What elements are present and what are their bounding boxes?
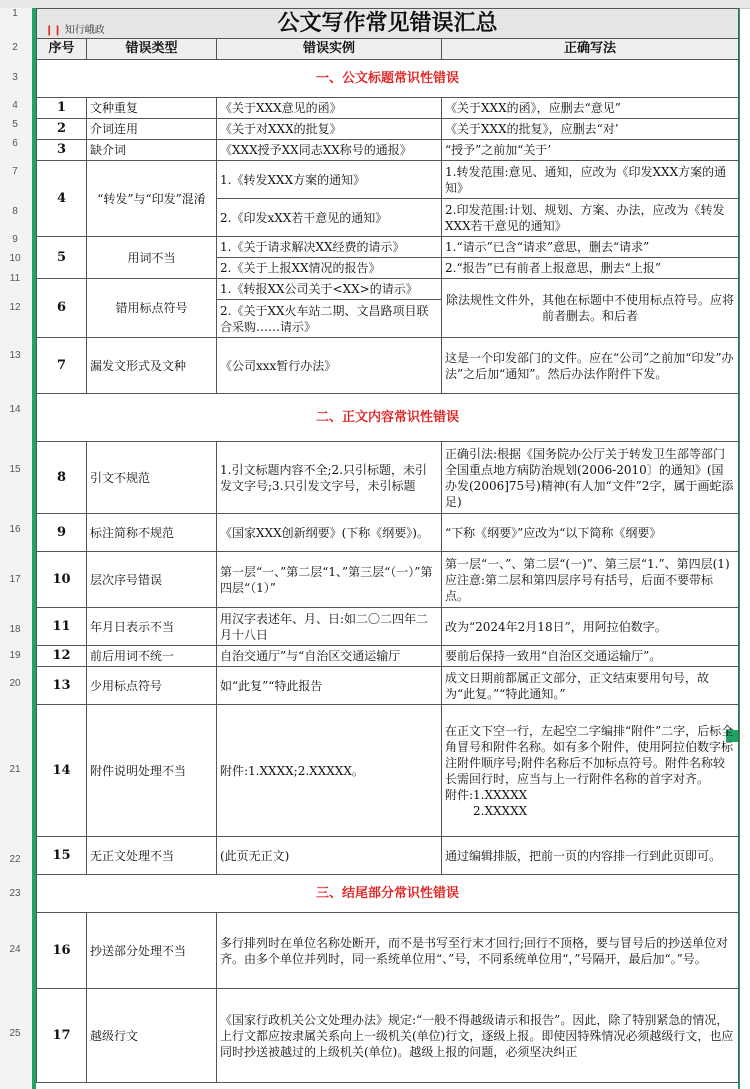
cell-type[interactable]: 附件说明处理不当	[87, 705, 217, 837]
cell-index[interactable]: 13	[37, 667, 87, 705]
row-number[interactable]: 15	[9, 464, 21, 475]
cell-index[interactable]: 14	[37, 705, 87, 837]
table-row	[37, 98, 739, 119]
table-row	[37, 552, 739, 608]
row-number[interactable]: 1	[12, 8, 18, 19]
cell-type[interactable]: 层次序号错误	[87, 552, 217, 608]
cell-example[interactable]: 1.引文标题内容不全;2.只引标题，未引发文字号;3.只引发文字号，未引标题	[217, 442, 442, 514]
cell-index[interactable]: 1	[37, 98, 87, 119]
cell-index[interactable]: 12	[37, 646, 87, 667]
cell-index[interactable]: 15	[37, 837, 87, 875]
cell-index[interactable]: 10	[37, 552, 87, 608]
logo	[45, 23, 105, 39]
cell-index[interactable]: 4	[37, 161, 87, 237]
cell-index[interactable]: 6	[37, 279, 87, 338]
cell-type[interactable]: 越级行文	[87, 989, 217, 1083]
cell-example[interactable]: 2.《关于上报XX情况的报告》	[217, 258, 442, 279]
cell-type[interactable]: 缺介词	[87, 140, 217, 161]
table-row	[37, 667, 739, 705]
header-index[interactable]: 序号	[37, 39, 87, 60]
row-number[interactable]: 8	[12, 206, 18, 217]
cell-index[interactable]: 2	[37, 119, 87, 140]
cell-correct[interactable]: 《关于XXX的函》，应删去“意见”	[442, 98, 739, 119]
table-row	[37, 705, 739, 837]
row-number[interactable]: 23	[9, 888, 21, 899]
row-number-gutter	[0, 8, 33, 1089]
cell-correct[interactable]: 这是一个印发部门的文件。应在“公司”之前加“印发”办法”之后加“通知”。然后办法作附件下发。	[442, 338, 739, 394]
cell-example[interactable]: 《XXX授予XX同志XX称号的通报》	[217, 140, 442, 161]
cell-example[interactable]: 用汉字表述年、月、日:如二〇二四年二月十八日	[217, 608, 442, 646]
title-cell[interactable]	[37, 9, 739, 39]
cell-example[interactable]: 附件:1.XXXX;2.XXXXX。	[217, 705, 442, 837]
table-row	[37, 989, 739, 1083]
cell-index[interactable]: 17	[37, 989, 87, 1083]
cell-correct[interactable]: 成文日期前都属正文部分，正文结束要用句号，故为“此复。”“特此通知。”	[442, 667, 739, 705]
cell-index[interactable]: 7	[37, 338, 87, 394]
header-correct-form[interactable]: 正确写法	[442, 39, 739, 60]
table-row	[37, 279, 739, 300]
cell-type[interactable]: 抄送部分处理不当	[87, 913, 217, 989]
error-summary-table	[36, 8, 739, 1083]
section-title[interactable]: 三、结尾部分常识性错误	[37, 875, 739, 913]
cell-index[interactable]: 3	[37, 140, 87, 161]
row-number[interactable]: 3	[12, 72, 18, 83]
cell-index[interactable]: 9	[37, 514, 87, 552]
cell-correct[interactable]: 除法规性文件外，其他在标题中不使用标点符号。应将前者删去。和后者	[442, 279, 739, 338]
table-row	[37, 646, 739, 667]
cell-correct[interactable]: 第一层“一、”、第二层“(一)”、第三层“1.”、第四层(1)应注意:第二层和第四层序号有括号，后面不要带标点。	[442, 552, 739, 608]
cell-type[interactable]: 引文不规范	[87, 442, 217, 514]
attachment-rule-text: 在正文下空一行，左起空二字编排“附件”二字，后标全角冒号和附件名称。如有多个附件，使用阿拉伯数字标注附件顺序号;附件名称后不加标点符号。附件名称较长需回行时，应当与上一行附件名称的首字对齐。	[445, 723, 734, 786]
table-row	[37, 514, 739, 552]
page-title: 公文写作常见错误汇总	[277, 10, 498, 36]
row-number[interactable]: 17	[9, 574, 21, 585]
logo-bars-icon: ❙❙	[45, 25, 62, 36]
cell-example[interactable]: 2.《印发xXX若干意见的通知》	[217, 199, 442, 237]
spreadsheet	[36, 8, 740, 1083]
cell-type[interactable]: 少用标点符号	[87, 667, 217, 705]
header-error-example[interactable]: 错误实例	[217, 39, 442, 60]
cell-example[interactable]: 《关于对XXX的批复》	[217, 119, 442, 140]
table-row	[37, 913, 739, 989]
cell-correct[interactable]: 要前后保持一致用“自治区交通运输厅”。	[442, 646, 739, 667]
cell-correct[interactable]: 1.“请示”已含“请求”意思，删去“请求”	[442, 237, 739, 258]
logo-text: 知行峨政	[64, 25, 105, 36]
row-number[interactable]: 24	[9, 944, 21, 955]
attachment-example-1: 附件:1.XXXXX	[445, 787, 528, 802]
row-number[interactable]: 5	[12, 119, 18, 130]
attachment-example-2: 2.XXXXX	[473, 803, 528, 818]
section-title[interactable]: 二、正文内容常识性错误	[37, 394, 739, 442]
cell-correct[interactable]: 1.转发范围:意见、通知，应改为《印发XXX方案的通知》	[442, 161, 739, 199]
row-number[interactable]: 25	[9, 1028, 21, 1039]
cell-type[interactable]: 无正文处理不当	[87, 837, 217, 875]
cell-example[interactable]: 1.《转报XX公司关于<XX>的请示》	[217, 279, 442, 300]
row-number[interactable]: 13	[9, 350, 21, 361]
table-row	[37, 140, 739, 161]
cell-correct[interactable]: 《关于XXX的批复》，应删去“对’	[442, 119, 739, 140]
cell-correct[interactable]: 2.“报告”已有前者上报意思，删去“上报”	[442, 258, 739, 279]
cell-index[interactable]: 8	[37, 442, 87, 514]
cell-index[interactable]: 11	[37, 608, 87, 646]
row-number[interactable]: 10	[9, 253, 21, 264]
cell-correct[interactable]	[442, 705, 739, 837]
cell-correct[interactable]: 2.印发范围:计划、规划、方案、办法，应改为《转发XXX若干意见的通知》	[442, 199, 739, 237]
row-number[interactable]: 7	[12, 166, 18, 177]
cell-example[interactable]: 1.《转发XXX方案的通知》	[217, 161, 442, 199]
cell-type[interactable]: 前后用词不统一	[87, 646, 217, 667]
section-title[interactable]: 一、公文标题常识性错误	[37, 60, 739, 98]
cell-example[interactable]: 《公司xxx暂行办法》	[217, 338, 442, 394]
row-number[interactable]: 20	[9, 678, 21, 689]
row-number[interactable]: 2	[12, 42, 18, 53]
cell-merged-content[interactable]: 多行排列时在单位名称处断开，而不是书写至行末才回行;回行不顶格，要与冒号后的抄送单位对齐。由多个单位并列时，同一系统单位用“、”号，不同系统单位用“，”号隔开，最后加“。”号。	[217, 913, 739, 989]
cell-type[interactable]: “转发”与“印发”混淆	[87, 161, 217, 237]
row-number[interactable]: 18	[9, 624, 21, 635]
row-number[interactable]: 19	[9, 650, 21, 661]
row-number[interactable]: 9	[12, 234, 18, 245]
cell-example[interactable]: 如“此复”“特此报告	[217, 667, 442, 705]
cell-type[interactable]: 文种重复	[87, 98, 217, 119]
cell-type[interactable]: 年月日表示不当	[87, 608, 217, 646]
cell-correct[interactable]: 正确引法:根据《国务院办公厅关于转发卫生部等部门全国重点地方病防治规划(2006-2010〕的通知》(国办发(2006]75号)精神(有人加“文件”2字，属于画蛇添足)	[442, 442, 739, 514]
cell-example[interactable]: (此页无正文)	[217, 837, 442, 875]
row-number[interactable]: 4	[12, 100, 18, 111]
table-row	[37, 161, 739, 199]
cell-merged-content[interactable]: 《国家行政机关公文处理办法》规定:“一般不得越级请示和报告”。因此，除了特别紧急的情况，上行文都应按隶属关系向上一级机关(单位)行文，逐级上报。即使因特殊情况必须越级行文，也应同时抄送被越过的上级机关(单位)。越级上报的问题，必须坚决纠正	[217, 989, 739, 1083]
table-row	[37, 442, 739, 514]
cell-example[interactable]: 《关于XXX意见的函》	[217, 98, 442, 119]
cell-correct[interactable]: “下称《纲要》”应改为“以下简称《纲要》	[442, 514, 739, 552]
row-number[interactable]: 6	[12, 138, 18, 149]
cell-example[interactable]: 2.《关于XX火车站二期、文昌路项目联合采购……请示》	[217, 300, 442, 338]
cell-type[interactable]: 漏发文形式及文种	[87, 338, 217, 394]
row-number[interactable]: 12	[9, 302, 21, 313]
header-error-type[interactable]: 错误类型	[87, 39, 217, 60]
table-row	[37, 608, 739, 646]
row-number[interactable]: 11	[9, 273, 21, 284]
cell-type[interactable]: 介词连用	[87, 119, 217, 140]
table-row	[37, 338, 739, 394]
cell-example[interactable]: 第一层“一、”第二层“1、”第三层“（一）”第四层“（1）”	[217, 552, 442, 608]
row-number[interactable]: 22	[9, 854, 21, 865]
table-row	[37, 119, 739, 140]
cell-example[interactable]: 《国家XXX创新纲要》(下称《纲要》)。	[217, 514, 442, 552]
cell-type[interactable]: 错用标点符号	[87, 279, 217, 338]
cell-type[interactable]: 用词不当	[87, 237, 217, 279]
row-number[interactable]: 16	[9, 524, 21, 535]
cell-correct[interactable]: “授予”之前加“关于’	[442, 140, 739, 161]
cell-type[interactable]: 标注简称不规范	[87, 514, 217, 552]
cell-index[interactable]: 16	[37, 913, 87, 989]
cell-example[interactable]: 自治交通厅”与“自治区交通运输厅	[217, 646, 442, 667]
cell-index[interactable]: 5	[37, 237, 87, 279]
row-number[interactable]: 14	[9, 404, 21, 415]
cell-correct[interactable]: 改为“2024年2月18日”，用阿拉伯数字。	[442, 608, 739, 646]
cell-example[interactable]: 1.《关于请求解决XX经费的请示》	[217, 237, 442, 258]
table-row	[37, 237, 739, 258]
row-number[interactable]: 21	[9, 764, 21, 775]
table-row	[37, 837, 739, 875]
cell-correct[interactable]: 通过编辑排版，把前一页的内容排一行到此页即可。	[442, 837, 739, 875]
